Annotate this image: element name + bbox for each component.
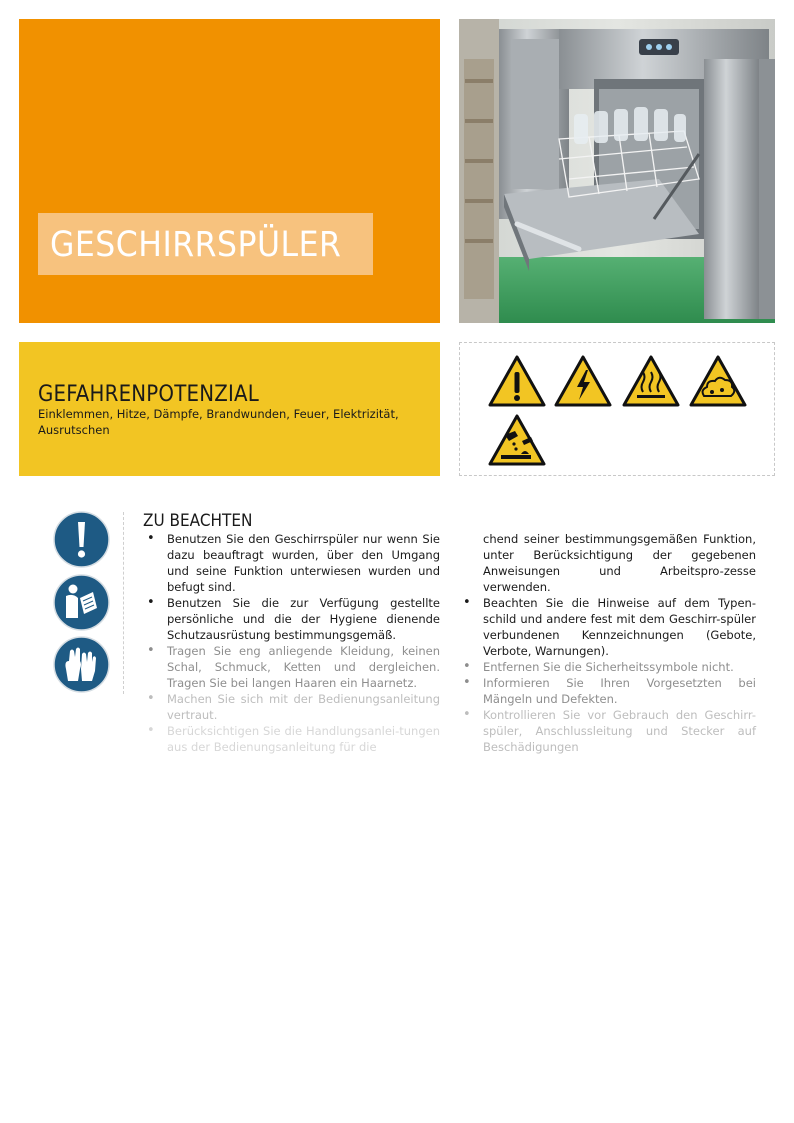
title-banner	[19, 19, 440, 323]
general-mandatory-icon	[53, 511, 110, 568]
hazard-description: Einklemmen, Hitze, Dämpfe, Brandwunden, Feuer, Elektrizität, Ausrutschen	[38, 407, 399, 437]
general-warning-icon	[487, 354, 547, 408]
read-manual-icon	[53, 574, 110, 631]
corrosive-warning-icon	[487, 413, 547, 467]
notes-heading: ZU BEACHTEN	[143, 511, 253, 531]
note-item: • Beachten Sie die Hinweise auf dem Typen-schild und andere fest mit dem Geschirr-spüler verbundenen Kennzeichnungen (Gebote, Verbote, Warnungen).	[483, 595, 756, 659]
title-label-box	[38, 213, 373, 275]
note-continuation: chend seiner bestimmungsgemäßen Funktion, unter Berücksichtigung der gegebenen Anweisungen und Arbeitspro-zesse verwenden.	[483, 532, 756, 594]
hot-surface-warning-icon	[621, 354, 681, 408]
note-item: • Entfernen Sie die Sicherheitssymbole nicht.	[483, 659, 756, 675]
notes-right-column	[483, 531, 756, 755]
divider-line	[123, 512, 124, 694]
note-item: • Berücksichtigen Sie die Handlungsanlei-tungen aus der Bedienungsanleitung für die	[167, 723, 440, 755]
wear-gloves-icon	[53, 636, 110, 693]
warning-signs-box	[459, 342, 775, 476]
note-item: • Informieren Sie Ihren Vorgesetzten bei Mängeln und Defekten.	[483, 675, 756, 707]
note-item: • Machen Sie sich mit der Bedienungsanleitung vertraut.	[167, 691, 440, 723]
hazard-heading: GEFAHRENPOTENZIAL	[38, 382, 259, 407]
hazard-panel	[19, 342, 440, 476]
dishwasher-photo	[459, 19, 775, 323]
page-title: GESCHIRRSPÜLER	[50, 225, 342, 265]
electricity-warning-icon	[553, 354, 613, 408]
gas-fumes-warning-icon	[688, 354, 748, 408]
note-item: • Benutzen Sie die zur Verfügung gestellte persönliche und die der Hygiene dienende Schutzausrüstung bestimmungsgemäß.	[167, 595, 440, 643]
note-item: • Tragen Sie eng anliegende Kleidung, keinen Schal, Schmuck, Ketten und dergleichen. Tragen Sie bei langen Haaren ein Haarnetz.	[167, 643, 440, 691]
note-item: • Kontrollieren Sie vor Gebrauch den Geschirr-spüler, Anschlussleitung und Stecker auf Beschädigungen	[483, 707, 756, 755]
notes-left-column	[167, 531, 440, 755]
note-item: • Benutzen Sie den Geschirrspüler nur wenn Sie dazu beauftragt wurden, über den Umgang und seine Funktion unterwiesen wurden und befugt sind.	[167, 531, 440, 595]
